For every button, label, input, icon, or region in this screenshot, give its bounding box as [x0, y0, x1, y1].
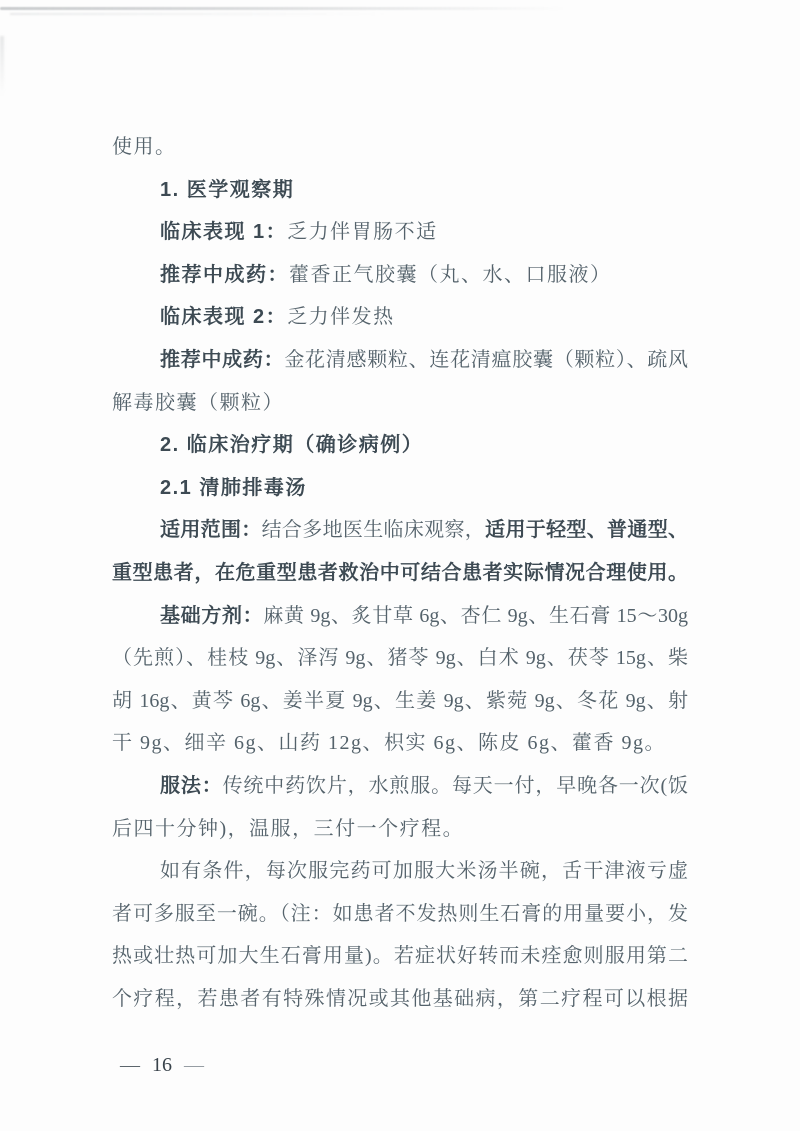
text-line: [112, 637, 688, 680]
text-run: 乏力伴胃肠不适: [287, 221, 438, 244]
text-line: [112, 296, 688, 339]
footer-dash-left: —: [120, 1054, 140, 1076]
text-line: [112, 424, 688, 467]
text-line: [112, 254, 688, 297]
text-run: 藿香正气胶囊（丸、水、口服液）: [289, 263, 612, 286]
bold-text-run: 2.1 清肺排毒汤: [160, 476, 307, 499]
bold-text-run: 适用范围：: [160, 519, 262, 542]
bold-text-run: 1. 医学观察期: [160, 178, 295, 201]
text-run: 胡 16g、黄芩 6g、姜半夏 9g、生姜 9g、紫菀 9g、冬花 9g、射: [112, 689, 688, 712]
text-run: 个疗程，若患者有特殊情况或其他基础病，第二疗程可以根据: [112, 987, 688, 1010]
bold-text-run: 服法：: [160, 774, 223, 797]
page-footer: [120, 1050, 204, 1080]
text-line: [112, 765, 688, 808]
footer-dash-right: —: [184, 1054, 204, 1076]
bold-text-run: 临床表现 2：: [160, 306, 288, 329]
bold-text-run: 推荐中成药：: [160, 348, 285, 371]
bold-text-run: 重型患者，在危重型患者救治中可结合患者实际情况合理使用。: [112, 561, 688, 584]
text-run: 使用。: [112, 136, 177, 158]
text-line: [112, 808, 688, 851]
text-line: [112, 978, 688, 1021]
text-line: [112, 722, 688, 765]
text-run: （先煎）、桂枝 9g、泽泻 9g、猪苓 9g、白术 9g、茯苓 15g、柴: [112, 647, 688, 670]
text-run: 解毒胶囊（颗粒）: [112, 391, 284, 414]
scan-left-artifact: [0, 36, 4, 96]
text-line: [112, 509, 688, 552]
bold-text-run: 推荐中成药：: [160, 263, 289, 286]
text-line: [112, 893, 688, 936]
document-content: [112, 126, 688, 1020]
text-line: [112, 467, 688, 510]
page-number: 16: [152, 1054, 172, 1076]
text-line: [112, 126, 688, 169]
text-line: [112, 850, 688, 893]
text-run: 乏力伴发热: [287, 306, 395, 329]
text-line: [112, 680, 688, 723]
text-run: 干 9g、细辛 6g、山药 12g、枳实 6g、陈皮 6g、藿香 9g。: [112, 732, 666, 755]
text-line: [112, 595, 688, 638]
text-run: 者可多服至一碗。（注：如患者不发热则生石膏的用量要小，发: [112, 902, 688, 925]
text-run: 如有条件，每次服完药可加服大米汤半碗，舌干津液亏虚: [160, 860, 688, 883]
text-line: [112, 552, 688, 595]
bold-text-run: 2. 临床治疗期（确诊病例）: [160, 434, 424, 457]
text-run: 热或壮热可加大生石膏用量)。若症状好转而未痊愈则服用第二: [112, 945, 688, 968]
text-run: 金花清感颗粒、连花清瘟胶囊（颗粒）、疏风: [284, 348, 689, 371]
text-run: 麻黄 9g、炙甘草 6g、杏仁 9g、生石膏 15～30g: [263, 604, 689, 627]
bold-text-run: 适用于轻型、普通型、: [485, 519, 689, 542]
text-line: [112, 211, 688, 254]
text-line: [112, 935, 688, 978]
text-run: 结合多地医生临床观察，: [261, 519, 486, 542]
text-line: [112, 169, 688, 212]
bold-text-run: 临床表现 1：: [160, 221, 288, 244]
bold-text-run: 基础方剂：: [160, 604, 264, 627]
text-run: 传统中药饮片，水煎服。每天一付，早晚各一次(饭: [222, 774, 688, 797]
scan-edge-artifact: [0, 7, 565, 10]
text-run: 后四十分钟)，温服，三付一个疗程。: [112, 817, 465, 840]
text-line: [112, 382, 688, 425]
text-line: [112, 339, 688, 382]
